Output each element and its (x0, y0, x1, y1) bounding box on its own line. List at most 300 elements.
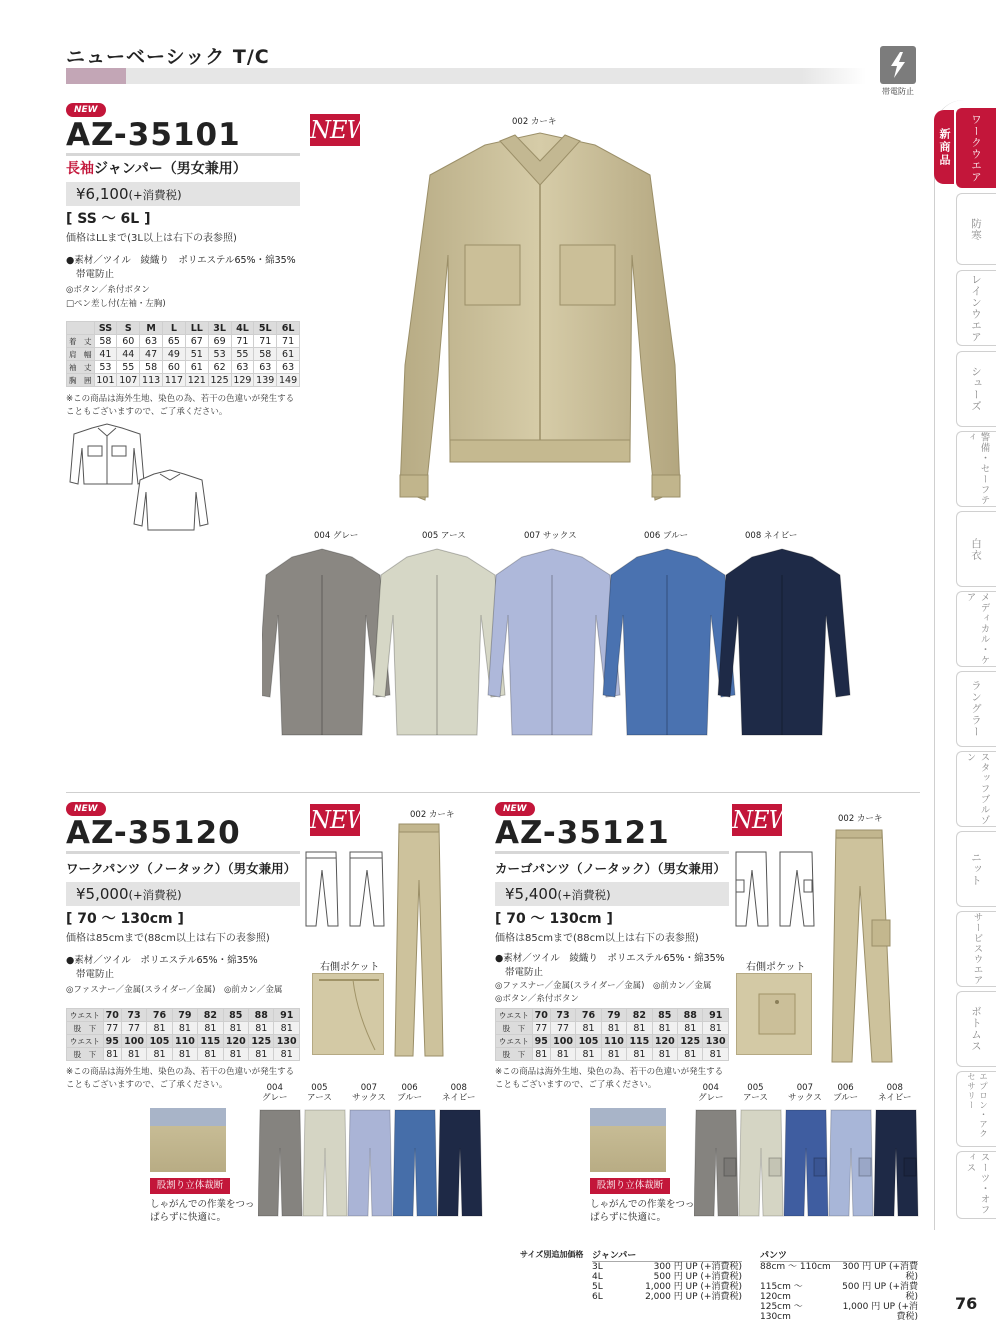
size-cell: 63 (277, 361, 300, 374)
knee-photo (590, 1108, 666, 1172)
pants-color-label (352, 1083, 386, 1103)
surcharge-size: 88cm ～ 110cm (760, 1262, 831, 1272)
size-cell: 81 (601, 1022, 626, 1035)
color-label-grey: 004 グレー (314, 531, 359, 541)
size-row (67, 1048, 300, 1061)
option-fastener: ◎ファスナー／金属(スライダー／金属) ◎前カン／金属 (495, 981, 712, 991)
size-cell: 81 (147, 1022, 172, 1035)
size-cell: 130 (703, 1035, 729, 1048)
row-label: 肩 幅 (67, 348, 95, 361)
product-code: AZ-35121 (495, 815, 670, 851)
size-range: [ SS ～ 6L ] (66, 211, 151, 227)
color-name: ブルー (397, 1093, 423, 1103)
cargo-pocket (769, 1158, 781, 1176)
size-cell: 81 (172, 1048, 197, 1061)
size-cell: 82 (198, 1009, 223, 1022)
pocket-label: 右側ポケット (746, 962, 806, 973)
size-cell: 81 (223, 1022, 248, 1035)
surcharge-size: 115cm ～ 120cm (760, 1282, 803, 1302)
product-name-rest: ジャンパー（男女兼用） (94, 161, 247, 177)
row-label: 股 下 (67, 1048, 104, 1061)
size-cell: 70 (532, 1009, 550, 1022)
color-label-blue: 006 ブルー (644, 531, 689, 541)
surcharge-row (760, 1302, 918, 1322)
pants-color-label (262, 1083, 288, 1103)
size-cell: 55 (231, 348, 254, 361)
new-stamp: NEW (310, 116, 371, 144)
tab-rainwear[interactable]: レインウエア (956, 270, 996, 346)
pants-color-variations (258, 1108, 484, 1218)
pocket-label: 右側ポケット (320, 962, 380, 973)
pants-color-label (878, 1083, 912, 1103)
tab-service[interactable]: サービスウエア (956, 911, 996, 987)
section-divider (66, 792, 920, 793)
new-badge: NEW (495, 802, 535, 816)
option-fastener: ◎ファスナー／金属(スライダー／金属) ◎前カン／金属 (66, 985, 283, 995)
size-cell: 49 (163, 348, 186, 361)
cargo-pocket (724, 1158, 736, 1176)
size-cell: 53 (94, 361, 117, 374)
tab-new-products[interactable]: 新商品 (934, 110, 954, 184)
pants-line-drawing (732, 846, 816, 930)
surcharge-price: 1,000 円 UP (+消費税) (842, 1302, 918, 1322)
jacket-swatch-body (603, 549, 735, 735)
size-cell: 81 (652, 1022, 677, 1035)
size-cell: 71 (277, 335, 300, 348)
color-name: グレー (698, 1093, 724, 1103)
size-cell: 63 (254, 361, 277, 374)
spec-antistatic: 帯電防止 (505, 967, 544, 978)
size-cell: 81 (532, 1048, 550, 1061)
size-cell: 47 (140, 348, 163, 361)
size-cell: 81 (198, 1022, 223, 1035)
price-note: 価格は85cmまで(88cm以上は右下の表参照) (495, 933, 699, 944)
cargo-pocket (814, 1158, 826, 1176)
pants-size-table (66, 1008, 300, 1061)
size-cell: 81 (147, 1048, 172, 1061)
size-cell: 81 (601, 1048, 626, 1061)
size-cell: 77 (532, 1022, 550, 1035)
size-range: [ 70 ～ 130cm ] (66, 911, 184, 927)
knee-caption: 股割り立体裁断 (590, 1178, 670, 1194)
size-cell: 60 (117, 335, 140, 348)
size-cell: 73 (121, 1009, 146, 1022)
size-table-body (496, 1009, 729, 1061)
header-cell: 4L (231, 322, 254, 335)
surcharge-pants-head: パンツ (760, 1248, 918, 1262)
surcharge-price: 500 円 UP (+消費税) (842, 1282, 918, 1302)
header-cell: 6L (277, 322, 300, 335)
surcharge-jumper-list (592, 1262, 742, 1302)
color-code: 004 (702, 1083, 719, 1093)
row-label: 股 下 (496, 1022, 533, 1035)
size-cell: 71 (231, 335, 254, 348)
size-row (67, 348, 300, 361)
new-badge: NEW (66, 103, 106, 117)
option-pen: □ペン差し付(左袖・左胸) (66, 299, 166, 309)
size-cell: 67 (185, 335, 208, 348)
size-cell: 81 (172, 1022, 197, 1035)
spec-antistatic: 帯電防止 (76, 969, 115, 980)
size-cell: 63 (140, 335, 163, 348)
color-name: サックス (352, 1093, 386, 1103)
size-cell: 139 (254, 374, 277, 387)
surcharge-size: 4L (592, 1272, 603, 1282)
size-cell: 115 (627, 1035, 652, 1048)
surcharge-price: 500 円 UP (+消費税) (653, 1272, 742, 1282)
cargo-pocket (904, 1158, 916, 1176)
pants-color-label (307, 1083, 332, 1103)
color-code: 008 (886, 1083, 903, 1093)
size-cell: 62 (208, 361, 231, 374)
size-row (67, 374, 300, 387)
size-row (67, 1009, 300, 1022)
size-cell: 129 (231, 374, 254, 387)
static-icon (880, 46, 916, 84)
main-color-label: 002 カーキ (410, 810, 455, 820)
jacket-swatch-body (488, 549, 620, 735)
tax-note: (+消費税) (128, 188, 182, 202)
color-caveat: ※この商品は海外生地、染色の為、若干の色違いが発生することもございますので、ご了承ください。 (66, 394, 295, 417)
size-cell: 81 (678, 1022, 703, 1035)
jacket-color-swatch (488, 549, 620, 735)
row-label: ウエスト (496, 1035, 533, 1048)
size-cell: 100 (121, 1035, 146, 1048)
price: ¥5,000 (76, 885, 129, 903)
price-bar (66, 882, 300, 906)
tab-shoes[interactable]: シューズ (956, 351, 996, 427)
page-number: 76 (955, 1294, 978, 1313)
color-label-navy: 008 ネイビー (745, 531, 798, 541)
price-note: 価格はLLまで(3L以上は右下の表参照) (66, 233, 237, 244)
size-cell: 115 (198, 1035, 223, 1048)
size-table-body (67, 1009, 300, 1061)
jacket-color-swatch (373, 549, 505, 735)
size-cell: 91 (274, 1009, 300, 1022)
price-note: 価格は85cmまで(88cm以上は右下の表参照) (66, 933, 270, 944)
color-caveat: ※この商品は海外生地、染色の為、若干の色違いが発生することもございますので、ご了承ください。 (495, 1067, 724, 1090)
surcharge-price: 1,000 円 UP (+消費税) (645, 1282, 742, 1292)
main-color-label: 002 カーキ (838, 814, 883, 824)
color-code: 004 (266, 1083, 283, 1093)
tax-note: (+消費税) (557, 888, 611, 902)
size-cell: 81 (576, 1022, 601, 1035)
header-bar (66, 68, 866, 84)
size-cell: 95 (103, 1035, 121, 1048)
jacket-swatch-body (718, 549, 850, 735)
size-cell: 81 (249, 1048, 274, 1061)
size-cell: 110 (172, 1035, 197, 1048)
surcharge-row (760, 1262, 918, 1282)
size-cell: 88 (678, 1009, 703, 1022)
header-cell: L (163, 322, 186, 335)
size-cell: 77 (103, 1022, 121, 1035)
jacket-color-swatch (603, 549, 735, 735)
row-label: 袖 丈 (67, 361, 95, 374)
tab-security[interactable]: 警備・セーフティ (956, 431, 996, 507)
price: ¥5,400 (505, 885, 558, 903)
size-cell: 53 (208, 348, 231, 361)
size-cell: 101 (94, 374, 117, 387)
tab-white-coat[interactable]: 白衣 (956, 511, 996, 587)
static-label: 帯電防止 (882, 87, 914, 96)
size-cell: 107 (117, 374, 140, 387)
color-name: ブルー (833, 1093, 859, 1103)
size-cell: 125 (249, 1035, 274, 1048)
category-title: ニューベーシック T/C (66, 46, 270, 68)
knee-photo (150, 1108, 226, 1172)
surcharge-size: 5L (592, 1282, 603, 1292)
color-name: ネイビー (878, 1093, 912, 1103)
size-cell: 82 (627, 1009, 652, 1022)
size-cell: 81 (550, 1048, 575, 1061)
pants-color-swatch (303, 1110, 347, 1216)
size-cell: 63 (231, 361, 254, 374)
pants-color-label (698, 1083, 724, 1103)
size-cell: 69 (208, 335, 231, 348)
pants-line-drawing (302, 846, 386, 930)
header-cell: 5L (254, 322, 277, 335)
size-row (67, 1035, 300, 1048)
code-rule (66, 851, 300, 854)
pants-color-label (397, 1083, 422, 1103)
pocket-photo (736, 973, 812, 1055)
tab-knit[interactable]: ニット (956, 831, 996, 907)
color-code: 005 (747, 1083, 764, 1093)
row-label: 着 丈 (67, 335, 95, 348)
tab-workwear[interactable]: ワークウエア (956, 108, 996, 188)
size-cell: 88 (249, 1009, 274, 1022)
size-cell: 81 (103, 1048, 121, 1061)
new-stamp: NEW (310, 806, 371, 834)
size-cell: 81 (678, 1048, 703, 1061)
size-row (496, 1022, 729, 1035)
price-bar (66, 182, 300, 206)
pocket-photo (312, 973, 384, 1055)
size-cell: 81 (703, 1022, 729, 1035)
header-cell (67, 322, 95, 335)
product-name: ワークパンツ（ノータック）（男女兼用） (66, 861, 297, 876)
size-cell: 58 (140, 361, 163, 374)
size-cell: 81 (576, 1048, 601, 1061)
surcharge-pants-list (760, 1262, 918, 1322)
size-cell: 117 (163, 374, 186, 387)
size-cell: 81 (274, 1022, 300, 1035)
size-cell: 76 (147, 1009, 172, 1022)
pants-main-image (393, 820, 445, 1060)
size-row (496, 1048, 729, 1061)
jacket-size-table (66, 321, 300, 387)
size-cell: 113 (140, 374, 163, 387)
color-name: ネイビー (442, 1093, 476, 1103)
tab-medical[interactable]: メディカル・ケア (956, 591, 996, 667)
row-label: ウエスト (67, 1035, 104, 1048)
main-color-label: 002 カーキ (512, 117, 557, 127)
row-label: ウエスト (496, 1009, 533, 1022)
header-cell: LL (185, 322, 208, 335)
spec-antistatic: 帯電防止 (76, 269, 115, 280)
size-cell: 81 (627, 1048, 652, 1061)
size-cell: 81 (627, 1022, 652, 1035)
size-row (496, 1035, 729, 1048)
pants-color-variations (694, 1108, 920, 1218)
size-cell: 125 (678, 1035, 703, 1048)
surcharge-size: 125cm ～ 130cm (760, 1302, 803, 1322)
size-cell: 121 (185, 374, 208, 387)
new-stamp: NEW (732, 806, 793, 834)
color-label-earth: 005 アース (422, 531, 466, 541)
surcharge-title: サイズ別追加価格 (520, 1250, 584, 1259)
spec-material: ●素材／ツイル 綾織り ポリエステル65%・綿35% (66, 255, 296, 266)
pants-color-label (743, 1083, 768, 1103)
size-cell: 105 (576, 1035, 601, 1048)
option-button: ◎ボタン／糸付ボタン (66, 285, 150, 295)
size-cell: 85 (223, 1009, 248, 1022)
size-cell: 71 (254, 335, 277, 348)
product-name (66, 160, 247, 178)
header-cell: 3L (208, 322, 231, 335)
knee-desc: しゃがんでの作業をつっぱらずに快適に。 (590, 1199, 695, 1223)
color-name: サックス (788, 1093, 822, 1103)
surcharge-price: 2,000 円 UP (+消費税) (645, 1292, 742, 1302)
header-cell: M (140, 322, 163, 335)
tab-bottoms[interactable]: ボトムス (956, 991, 996, 1067)
jacket-main-image (380, 125, 700, 515)
size-cell: 44 (117, 348, 140, 361)
size-cell: 41 (94, 348, 117, 361)
size-cell: 70 (103, 1009, 121, 1022)
jacket-line-drawing (62, 420, 212, 536)
color-code: 008 (450, 1083, 467, 1093)
pants-color-swatch (348, 1110, 392, 1216)
color-code: 006 (837, 1083, 854, 1093)
row-label: 股 下 (496, 1048, 533, 1061)
size-cell: 110 (601, 1035, 626, 1048)
size-cell: 76 (576, 1009, 601, 1022)
tax-note: (+消費税) (128, 888, 182, 902)
price: ¥6,100 (76, 185, 129, 203)
size-cell: 130 (274, 1035, 300, 1048)
knee-caption: 股割り立体裁断 (150, 1178, 230, 1194)
size-cell: 95 (532, 1035, 550, 1048)
size-cell: 100 (550, 1035, 575, 1048)
surcharge-price: 300 円 UP (+消費税) (653, 1262, 742, 1272)
price-bar (495, 882, 729, 906)
pants-color-label (442, 1083, 476, 1103)
row-label: ウエスト (67, 1009, 104, 1022)
size-cell: 81 (223, 1048, 248, 1061)
surcharge-row (592, 1292, 742, 1302)
tab-wrangler[interactable]: ラングラー (956, 671, 996, 747)
size-cell: 65 (163, 335, 186, 348)
size-row (67, 361, 300, 374)
size-cell: 120 (223, 1035, 248, 1048)
color-code: 005 (311, 1083, 328, 1093)
code-rule (495, 851, 729, 854)
surcharge-size: 6L (592, 1292, 603, 1302)
size-cell: 79 (172, 1009, 197, 1022)
color-name: アース (743, 1093, 768, 1103)
size-cell: 81 (198, 1048, 223, 1061)
size-cell: 60 (163, 361, 186, 374)
color-code: 006 (401, 1083, 418, 1093)
size-row (496, 1009, 729, 1022)
jacket-color-swatch (262, 549, 390, 735)
pants-color-label (833, 1083, 858, 1103)
color-caveat: ※この商品は海外生地、染色の為、若干の色違いが発生することもございますので、ご了承ください。 (66, 1067, 295, 1090)
size-cell: 55 (117, 361, 140, 374)
pants-size-table (495, 1008, 729, 1061)
product-name-highlight: 長袖 (66, 161, 94, 177)
product-name: カーゴパンツ（ノータック）（男女兼用） (495, 861, 726, 876)
size-cell: 77 (121, 1022, 146, 1035)
surcharge-row (592, 1282, 742, 1292)
size-cell: 105 (147, 1035, 172, 1048)
size-cell: 81 (249, 1022, 274, 1035)
color-name: グレー (262, 1093, 288, 1103)
size-cell: 120 (652, 1035, 677, 1048)
size-cell: 91 (703, 1009, 729, 1022)
pants-color-label (788, 1083, 822, 1103)
size-cell: 77 (550, 1022, 575, 1035)
color-name: アース (307, 1093, 332, 1103)
size-cell: 61 (277, 348, 300, 361)
row-label: 胸 囲 (67, 374, 95, 387)
size-cell: 61 (185, 361, 208, 374)
size-table-header (67, 322, 300, 335)
size-cell: 79 (601, 1009, 626, 1022)
header-cell: S (117, 322, 140, 335)
tab-suits[interactable]: スーツ・オフィス (956, 1151, 996, 1219)
size-range: [ 70 ～ 130cm ] (495, 911, 613, 927)
size-cell: 81 (274, 1048, 300, 1061)
pants-color-swatch (393, 1110, 437, 1216)
tab-apron[interactable]: エプロン・アクセサリー (956, 1071, 996, 1147)
size-cell: 81 (703, 1048, 729, 1061)
cargo-pocket (859, 1158, 871, 1176)
size-row (67, 1022, 300, 1035)
knee-desc: しゃがんでの作業をつっぱらずに快適に。 (150, 1199, 255, 1223)
color-label-sax: 007 サックス (524, 531, 577, 541)
surcharge-jumper-head: ジャンパー (592, 1248, 742, 1262)
size-cell: 58 (94, 335, 117, 348)
tab-staff-blouson[interactable]: スタッフブルゾン (956, 751, 996, 827)
pants-main-image (826, 826, 906, 1066)
size-cell: 51 (185, 348, 208, 361)
code-rule (66, 153, 300, 156)
header-bar-accent (66, 68, 126, 84)
color-code: 007 (360, 1083, 377, 1093)
surcharge-row (592, 1272, 742, 1282)
spec-material: ●素材／ツイル 綾織り ポリエステル65%・綿35% (495, 953, 725, 964)
size-cell: 125 (208, 374, 231, 387)
size-cell: 81 (652, 1048, 677, 1061)
product-code: AZ-35120 (66, 815, 241, 851)
pants-color-swatch (438, 1110, 482, 1216)
row-label: 股 下 (67, 1022, 104, 1035)
size-cell: 73 (550, 1009, 575, 1022)
size-cell: 85 (652, 1009, 677, 1022)
pants-color-swatch (258, 1110, 302, 1216)
header-cell: SS (94, 322, 117, 335)
new-badge: NEW (66, 802, 106, 816)
jacket-color-variations (262, 545, 862, 745)
spec-material: ●素材／ツイル ポリエステル65%・綿35% (66, 955, 258, 966)
tab-winter[interactable]: 防寒 (956, 193, 996, 265)
color-code: 007 (796, 1083, 813, 1093)
surcharge-price: 300 円 UP (+消費税) (842, 1262, 918, 1282)
product-code: AZ-35101 (66, 117, 241, 153)
